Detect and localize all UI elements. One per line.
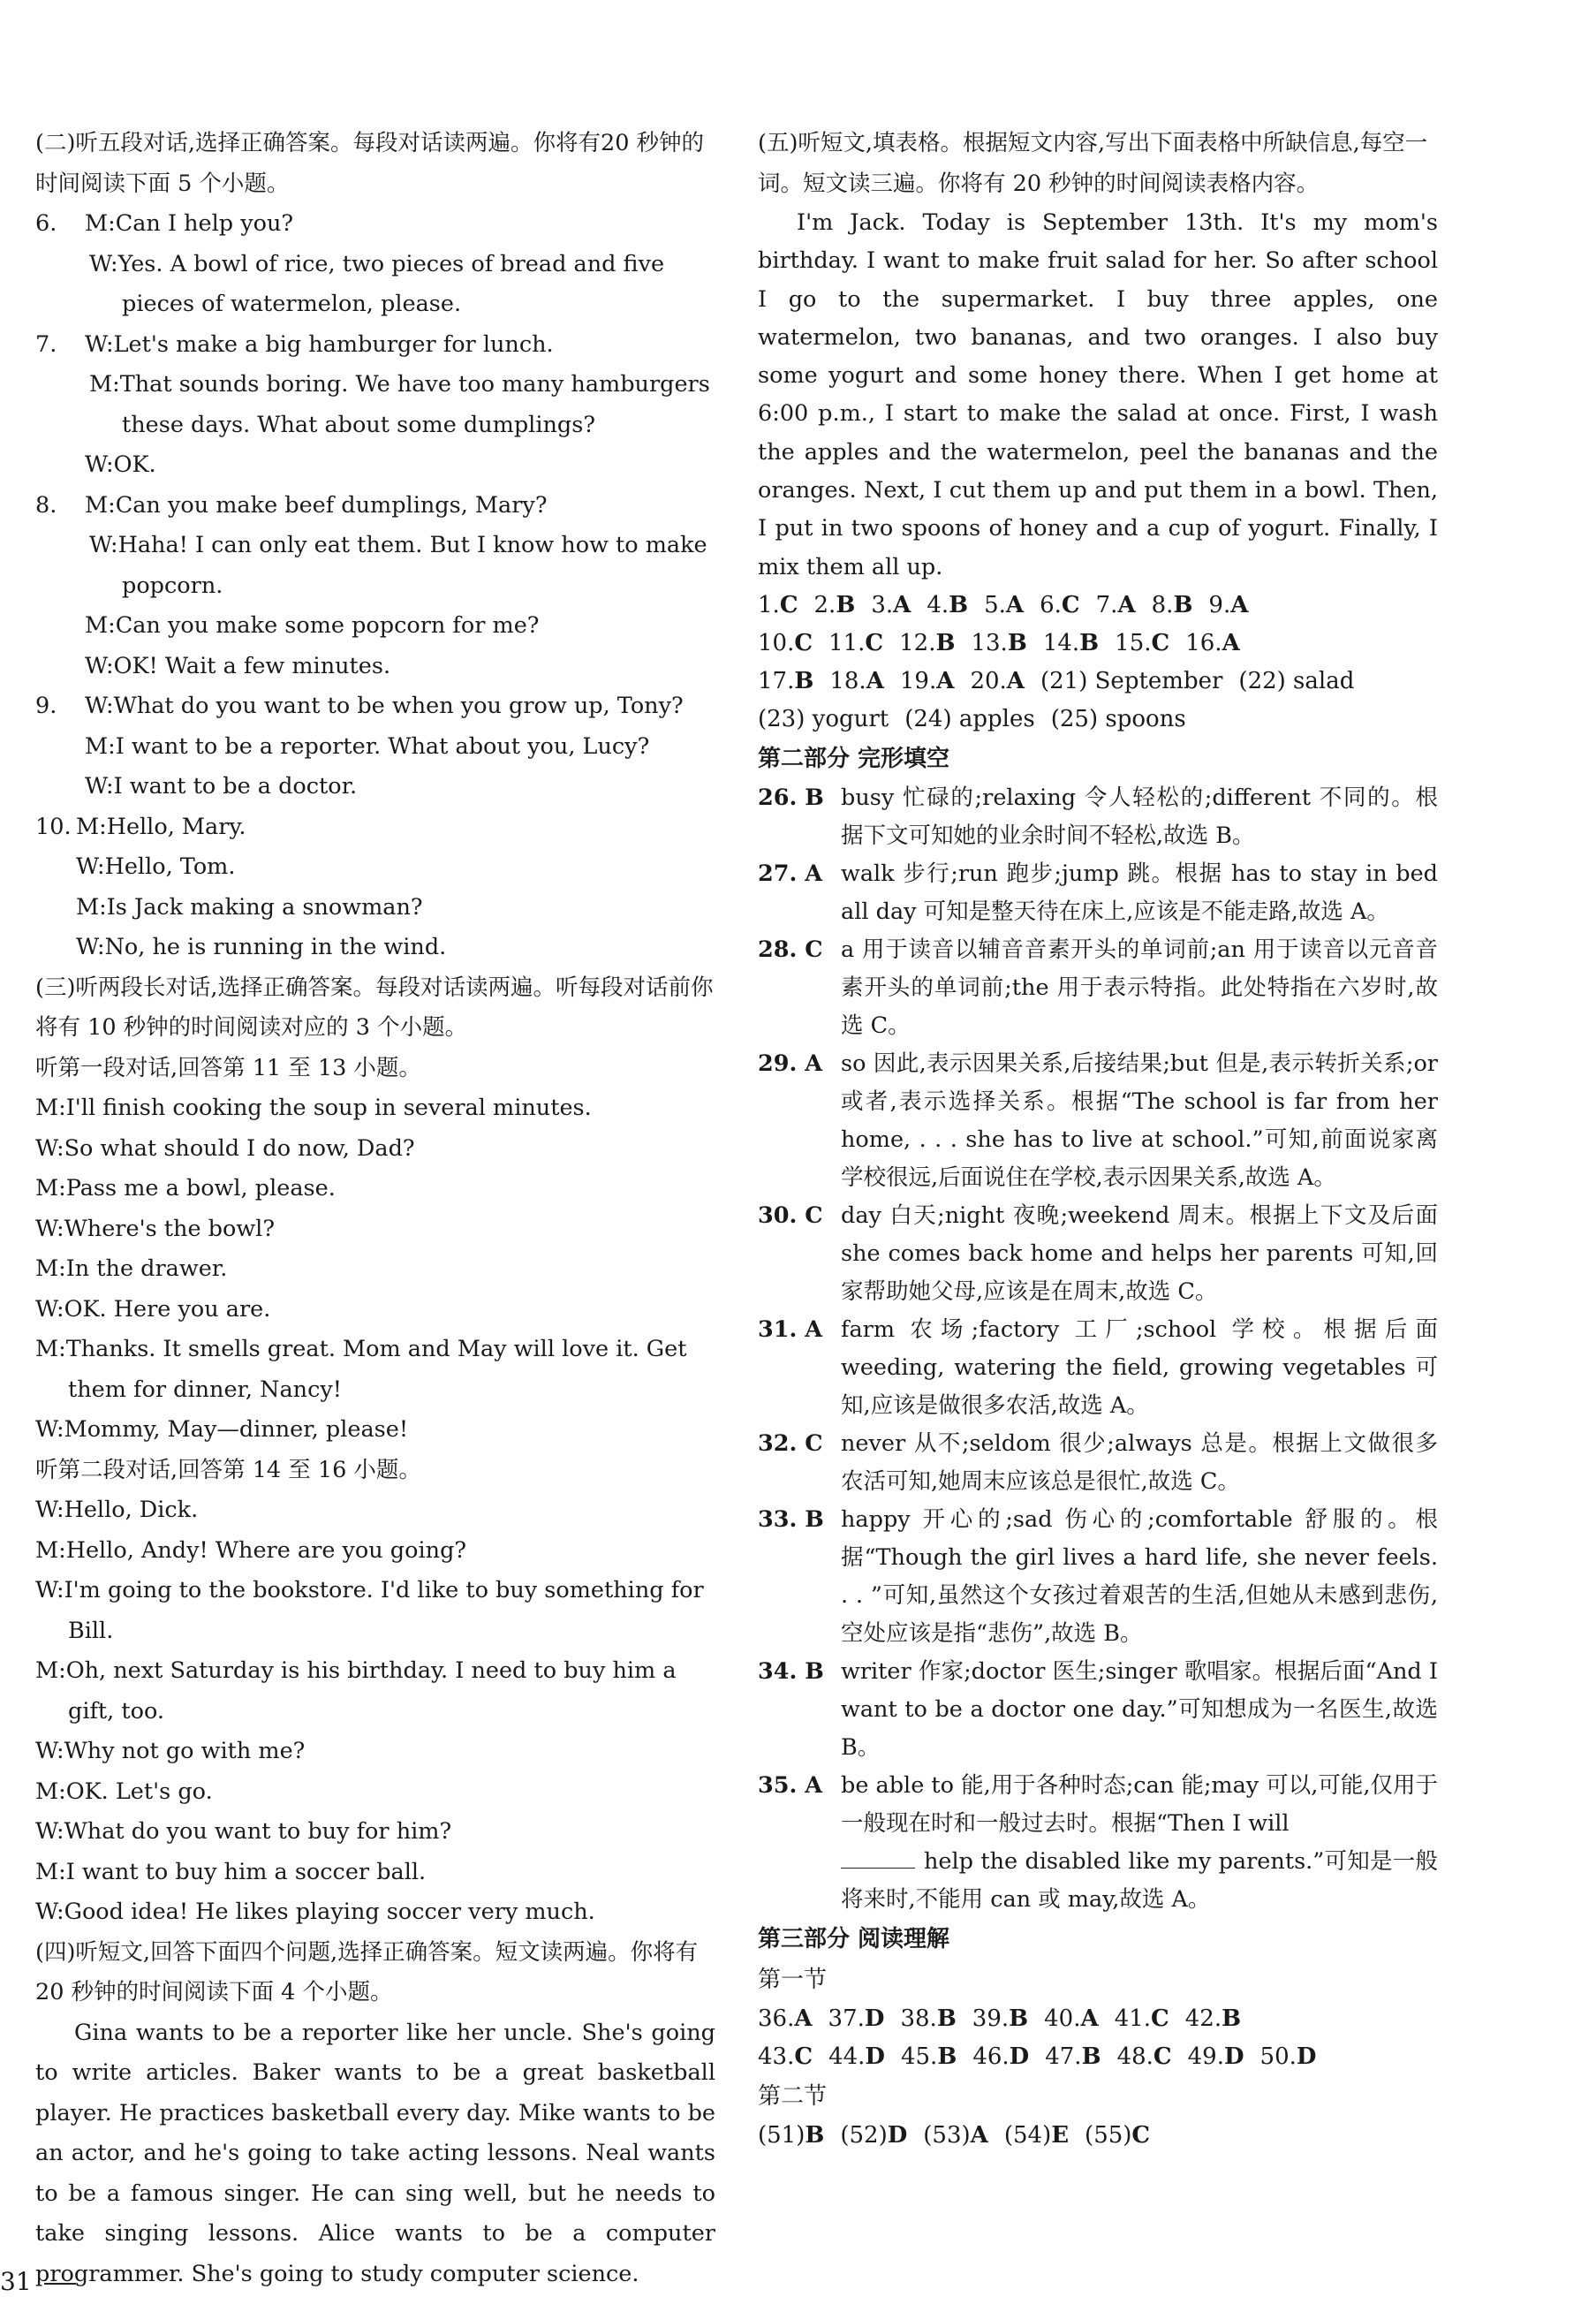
- dialogue-line: W:What do you want to buy for him?: [35, 1818, 452, 1845]
- section-5-passage: I'm Jack. Today is September 13th. It's my mom's birthday. I want to make fruit salad for her. So after school I go to the supermarket. I buy three apples, one watermelon, two bananas, and two oranges. I also buy some yogurt and some honey there. When I get home at 6:00 p.m., I start to make the salad at once. First, I wash the apples and the watermelon, peel the bananas and the oranges. Next, I cut them up and put them in a bowl. Then, I put in two spoons of honey and a cup of yogurt. Finally, I mix them all up.: [758, 209, 1438, 580]
- cloze-answer: 30. C: [758, 1202, 823, 1229]
- question-number: 8.: [35, 491, 57, 519]
- cloze-text: farm 农场;factory 工厂;school 学校。根据后面 weeding, watering the field, growing vegetables 可知,应该是做很多农活,故选 A。: [841, 1315, 1438, 1419]
- dialogue-line: W:Haha! I can only eat them. But I know how to make popcorn.: [89, 532, 707, 599]
- answer-item: (54)E: [1003, 2121, 1070, 2149]
- cloze-answer: 33. B: [758, 1505, 824, 1533]
- dialogue-line: W:Let's make a big hamburger for lunch.: [85, 330, 554, 358]
- part-3-heading: 第三部分 阅读理解: [758, 1925, 950, 1952]
- section-5-heading: (五)听短文,填表格。根据短文内容,写出下面表格中所缺信息,每空一词。短文读三遍。你将有 20 秒钟的时间阅读表格内容。: [758, 130, 1428, 197]
- dialogue-line: M:Thanks. It smells great. Mom and May will love it. Get them for dinner, Nancy!: [35, 1336, 687, 1403]
- dialogue-line: W:So what should I do now, Dad?: [35, 1134, 415, 1162]
- cloze-answer: 29. A: [758, 1050, 823, 1077]
- dialogue-line: M:Can you make some popcorn for me?: [85, 612, 540, 639]
- answer-item: 43.C: [758, 2043, 813, 2070]
- cloze-text: help the disabled like my parents.”可知是一般将来时,不能用 can 或 may,故选 A。: [841, 1847, 1438, 1913]
- answer-item: 6.C: [1040, 591, 1080, 618]
- answer-item: 45.B: [900, 2043, 957, 2070]
- section-1-label: 第一节: [758, 1966, 828, 1993]
- answer-item: (52)D: [840, 2121, 908, 2149]
- cloze-answer: 31. A: [758, 1315, 823, 1343]
- cloze-explanation: [758, 931, 1438, 1045]
- cloze-text: a 用于读音以辅音音素开头的单词前;an 用于读音以元音音素开头的单词前;the 用于表示特指。此处特指在六岁时,故选 C。: [841, 936, 1438, 1039]
- answer-item: 1.C: [758, 591, 798, 618]
- left-column: [35, 124, 715, 2294]
- answer-word: (24) apples: [904, 705, 1035, 732]
- answer-item: 15.C: [1115, 629, 1170, 656]
- dialogue-line: M:Hello, Andy! Where are you going?: [35, 1536, 467, 1564]
- cloze-explanation: [758, 1653, 1438, 1767]
- answer-item: (53)A: [923, 2121, 988, 2149]
- answer-item: 9.A: [1208, 591, 1249, 618]
- dialogue-line: W:Hello, Dick.: [35, 1497, 199, 1523]
- answer-item: 50.D: [1259, 2043, 1317, 2070]
- dialogue-1: [35, 1088, 715, 1451]
- reading-answers-row-2: [758, 2038, 1438, 2076]
- listening-answers-row-3: [758, 663, 1438, 701]
- dialogue-line: M:OK. Let's go.: [35, 1778, 213, 1805]
- cloze-text: happy 开心的;sad 伤心的;comfortable 舒服的。根据“Though the girl lives a hard life, she never feels. . . ”可知,虽然这个女孩过着艰苦的生活,但她从未感到悲伤,空处应该是指“悲伤”,故选 B。: [841, 1505, 1438, 1647]
- cloze-explanation: [758, 1501, 1438, 1653]
- dialogue-line: W:No, he is running in the wind.: [76, 934, 447, 960]
- cloze-answer: 27. A: [758, 860, 823, 887]
- dialogue-q7: [35, 325, 715, 486]
- answer-item: 38.B: [900, 2005, 957, 2032]
- answer-word: (21) September: [1040, 667, 1223, 694]
- cloze-text: so 因此,表示因果关系,后接结果;but 但是,表示转折关系;or 或者,表示选择关系。根据“The school is far from her home, . . . she has to live at school.”可知,前面说家离学校很远,后面说住在学校,表示因果关系,故选 A。: [841, 1050, 1438, 1191]
- answer-item: 11.C: [828, 629, 884, 656]
- section-4-passage: Gina wants to be a reporter like her uncle. She's going to write articles. Baker wants to be a great basketball player. He practices basketball every day. Mike wants to be an actor, and he's going to take acting lessons. Neal wants to be a famous singer. He can sing well, but he needs to take singing lessons. Alice wants to be a computer programmer. She's going to study computer science.: [35, 2019, 715, 2287]
- dialogue-q8: [35, 486, 715, 687]
- cloze-explanation: [758, 855, 1438, 931]
- answer-item: 41.C: [1114, 2005, 1169, 2032]
- question-number: 9.: [35, 693, 57, 719]
- dialogue-line: W:Hello, Tom.: [76, 853, 236, 880]
- answer-item: (51)B: [758, 2121, 825, 2149]
- page-number-text: 31: [0, 2267, 32, 2296]
- cloze-answer: 26. B: [758, 784, 824, 811]
- dialogue-line: W:What do you want to be when you grow up, Tony?: [85, 693, 684, 719]
- blank-line: [841, 1848, 915, 1869]
- dialogue-line: W:Yes. A bowl of rice, two pieces of bread and five pieces of watermelon, please.: [89, 250, 665, 317]
- dialogue-line: W:Where's the bowl?: [35, 1215, 275, 1242]
- question-number: 7.: [35, 330, 57, 358]
- answer-item: 39.B: [972, 2005, 1029, 2032]
- dialogue-line: W:Mommy, May—dinner, please!: [35, 1416, 409, 1443]
- answer-item: 49.D: [1187, 2043, 1244, 2070]
- answer-item: 19.A: [899, 667, 955, 694]
- dialogue-line: M:Can I help you?: [85, 210, 294, 237]
- cloze-text: walk 步行;run 跑步;jump 跳。根据 has to stay in bed all day 可知是整天待在床上,应该是不能走路,故选 A。: [841, 860, 1438, 925]
- listening-answers-row-1: [758, 587, 1438, 625]
- answer-word: (23) yogurt: [758, 705, 889, 732]
- cloze-explanation: [758, 1767, 1438, 1919]
- answer-item: 48.C: [1116, 2043, 1172, 2070]
- cloze-text: writer 作家;doctor 医生;singer 歌唱家。根据后面“And I want to be a doctor one day.”可知想成为一名医生,故选 B。: [841, 1657, 1438, 1761]
- answer-item: 10.C: [758, 629, 813, 656]
- dialogue-q6: [35, 204, 715, 325]
- cloze-explanation: [758, 779, 1438, 855]
- answer-item: 36.A: [758, 2005, 813, 2032]
- answer-item: 40.A: [1044, 2005, 1099, 2032]
- answer-item: 2.B: [813, 591, 856, 618]
- answer-item: 7.A: [1095, 591, 1136, 618]
- page-number-dash: [44, 2283, 76, 2285]
- reading-answers-row-1: [758, 2000, 1438, 2038]
- answer-item: 5.A: [984, 591, 1025, 618]
- answer-item: 17.B: [758, 667, 814, 694]
- cloze-text: day 白天;night 夜晚;weekend 周末。根据上下文及后面 she comes back home and helps her parents 可知,回家帮助她父母,应该是在周末,故选 C。: [841, 1202, 1438, 1305]
- answer-item: 14.B: [1042, 629, 1100, 656]
- cloze-text: be able to 能,用于各种时态;can 能;may 可以,可能,仅用于一般现在时和一般过去时。根据“Then I will: [841, 1771, 1439, 1837]
- dialogue-line: W:Good idea! He likes playing soccer very much.: [35, 1899, 595, 1925]
- dialogue-2: [35, 1490, 715, 1933]
- cloze-answer: 35. A: [758, 1771, 823, 1799]
- cloze-text: never 从不;seldom 很少;always 总是。根据上文做很多农活可知,她周末应该总是很忙,故选 C。: [841, 1429, 1438, 1495]
- dialogue-line: W:OK! Wait a few minutes.: [85, 652, 391, 679]
- section-4-heading: (四)听短文,回答下面四个问题,选择正确答案。短文读两遍。你将有 20 秒钟的时间阅读下面 4 个小题。: [35, 1938, 699, 2005]
- answer-item: 3.A: [871, 591, 911, 618]
- dialogue-line: W:Why not go with me?: [35, 1738, 306, 1764]
- answer-item: 37.D: [828, 2005, 885, 2032]
- dialogue-q10: [35, 807, 715, 968]
- question-number: 6.: [35, 210, 57, 237]
- section-3-heading: (三)听两段长对话,选择正确答案。每段对话读两遍。听每段对话前你将有 10 秒钟的时间阅读对应的 3 个小题。: [35, 974, 714, 1041]
- answer-item: (55)C: [1085, 2121, 1151, 2149]
- cloze-answer: 32. C: [758, 1429, 823, 1457]
- answer-item: 42.B: [1184, 2005, 1242, 2032]
- dialogue-line: W:I'm going to the bookstore. I'd like to buy something for Bill.: [35, 1577, 704, 1644]
- answer-item: 18.A: [829, 667, 884, 694]
- cloze-explanation: [758, 1045, 1438, 1197]
- dialogue-1-intro: 听第一段对话,回答第 11 至 13 小题。: [35, 1054, 421, 1081]
- right-column: [758, 124, 1438, 2155]
- answer-item: 13.B: [971, 629, 1027, 656]
- answer-item: 44.D: [828, 2043, 885, 2070]
- dialogue-line: W:I want to be a doctor.: [85, 773, 358, 800]
- page-number: [0, 2267, 76, 2297]
- dialogue-line: M:Is Jack making a snowman?: [76, 893, 423, 921]
- part-2-heading: 第二部分 完形填空: [758, 745, 950, 772]
- dialogue-q9: [35, 686, 715, 807]
- section-2-heading: (二)听五段对话,选择正确答案。每段对话读两遍。你将有20 秒钟的时间阅读下面 5 个小题。: [35, 130, 705, 197]
- answer-item: 20.A: [970, 667, 1025, 694]
- cloze-answer: 28. C: [758, 936, 823, 963]
- answer-item: 16.A: [1185, 629, 1240, 656]
- cloze-explanation: [758, 1197, 1438, 1311]
- dialogue-line: M:I'll finish cooking the soup in several minutes.: [35, 1095, 592, 1121]
- dialogue-line: M:Pass me a bowl, please.: [35, 1175, 336, 1202]
- dialogue-2-intro: 听第二段对话,回答第 14 至 16 小题。: [35, 1456, 421, 1483]
- dialogue-line: M:That sounds boring. We have too many hamburgers these days. What about some dumplings?: [89, 371, 710, 438]
- cloze-answer: 34. B: [758, 1657, 824, 1685]
- answer-word: (22) salad: [1238, 667, 1355, 694]
- dialogue-line: W:OK.: [85, 451, 156, 478]
- listening-answers-row-2: [758, 625, 1438, 663]
- answer-item: 8.B: [1151, 591, 1193, 618]
- section-2-label: 第二节: [758, 2082, 828, 2110]
- answer-item: 47.B: [1045, 2043, 1101, 2070]
- dialogue-line: M:Can you make beef dumplings, Mary?: [85, 491, 548, 519]
- dialogue-line: M:I want to buy him a soccer ball.: [35, 1858, 427, 1885]
- cloze-text: busy 忙碌的;relaxing 令人轻松的;different 不同的。根据下文可知她的业余时间不轻松,故选 B。: [841, 784, 1438, 849]
- listening-answers-row-4: [758, 701, 1438, 739]
- answer-word: (25) spoons: [1050, 705, 1186, 732]
- answer-item: 4.B: [927, 591, 969, 618]
- dialogue-line: M:I want to be a reporter. What about you, Lucy?: [85, 732, 650, 760]
- dialogue-line: M:Hello, Mary.: [76, 813, 246, 840]
- dialogue-line: W:OK. Here you are.: [35, 1295, 271, 1323]
- answer-item: 12.B: [899, 629, 956, 656]
- dialogue-line: M:In the drawer.: [35, 1255, 228, 1282]
- cloze-explanation: [758, 1311, 1438, 1425]
- reading-answers-row-3: [758, 2117, 1438, 2155]
- cloze-explanation: [758, 1425, 1438, 1501]
- question-number: 10.: [35, 813, 72, 840]
- answer-item: 46.D: [972, 2043, 1030, 2070]
- dialogue-line: M:Oh, next Saturday is his birthday. I need to buy him a gift, too.: [35, 1657, 677, 1725]
